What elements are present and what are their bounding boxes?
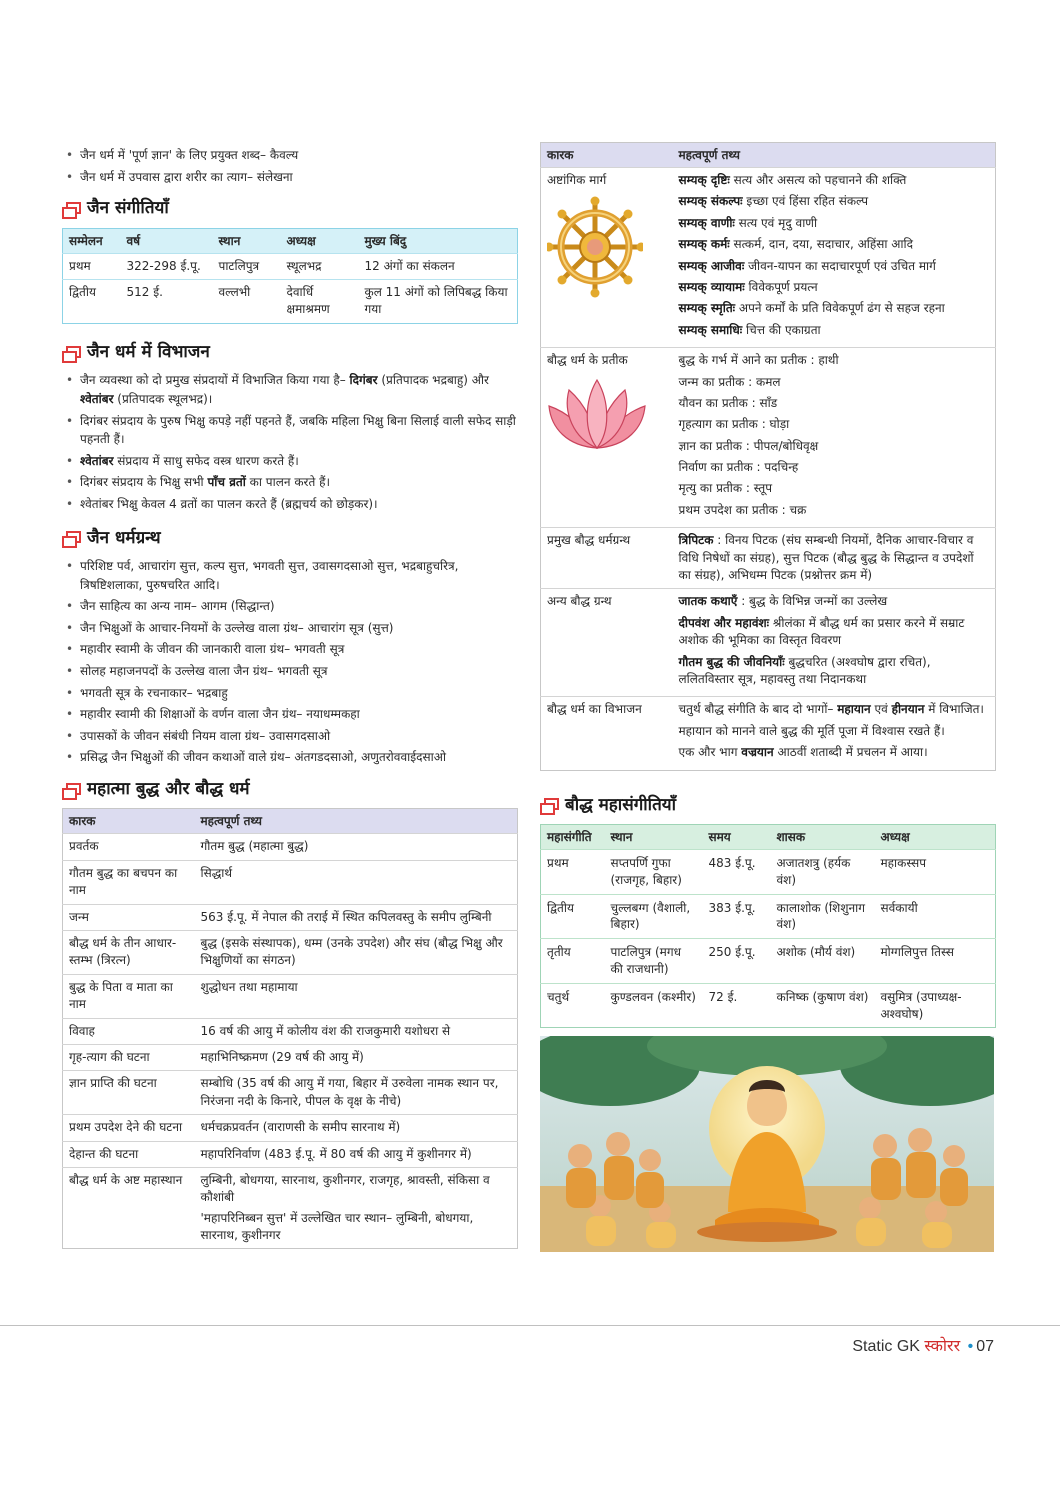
- table-cell: सप्तपर्णि गुफा (राजगृह, बिहार): [605, 850, 703, 895]
- table-cell: [673, 589, 996, 697]
- table-row: [63, 834, 518, 860]
- text: (प्रतिपादक स्थूलभद्र)।: [113, 391, 213, 406]
- table-row: [63, 1167, 518, 1249]
- table-row: [541, 939, 996, 984]
- text: (प्रतिपादक भद्रबाहु) और: [377, 373, 489, 388]
- bold-text: जातक कथाएँ: [678, 594, 738, 609]
- text: जीवन-यापन का सदाचारपूर्ण एवं उचित मार्ग: [744, 258, 936, 273]
- text: सत्कर्म, दान, दया, सदाचार, अहिंसा आदि: [729, 237, 913, 252]
- col-header: वर्ष: [126, 233, 141, 248]
- text: इच्छा एवं हिंसा रहित संकल्प: [742, 194, 869, 209]
- section-icon: [540, 798, 556, 812]
- page-number: 07: [976, 1338, 994, 1355]
- text: : बुद्ध के विभिन्न जन्मों का उल्लेख: [737, 594, 888, 609]
- table-cell: सिद्धार्थ: [195, 860, 518, 904]
- bold-text: सम्यक् समाधिः: [678, 322, 743, 337]
- table-cell: [541, 348, 673, 528]
- path-item: [679, 236, 990, 253]
- table-cell: ज्ञान प्राप्ति की घटना: [63, 1071, 195, 1115]
- bold-text: श्वेतांबर: [80, 391, 114, 406]
- list-item: • भगवती सूत्र के रचनाकार– भद्रबाहु: [62, 684, 518, 703]
- jain-scriptures-title: जैन धर्मग्रन्थ: [87, 527, 161, 548]
- bold-text: सम्यक् कर्मः: [678, 237, 730, 252]
- list-item: • प्रसिद्ध जैन भिक्षुओं की जीवन कथाओं वाले ग्रंथ– अंतगडदसाओ, अणुतरोववाईदसाओ: [62, 748, 518, 767]
- text-item: [679, 593, 990, 610]
- table-cell: धर्मचक्रप्रवर्तन (वाराणसी के समीप सारनाथ में): [195, 1115, 518, 1141]
- table-row: [541, 850, 996, 895]
- table-row: [63, 1071, 518, 1115]
- table-row: [541, 697, 996, 770]
- cell-text: लुम्बिनी, बोधगया, सारनाथ, कुशीनगर, राजगृह, श्रावस्ती, संकिसा व कौशांबी: [200, 1172, 490, 1205]
- text: आठवीं शताब्दी में प्रचलन में आया।: [773, 745, 928, 760]
- list-item: • महावीर स्वामी के जीवन की जानकारी वाला ग्रंथ– भगवती सूत्र: [62, 640, 518, 659]
- text: : विनय पिटक (संघ सम्बन्धी नियमों, दैनिक आचार-विचार व विधि निषेधों का संग्रह), सुत्त पिटक (बौद्ध बुद्ध के सिद्धान्त व उपदेशों का संग्रह), अभिधम्म पिटक (प्रश्नोत्तर क्रम में): [678, 533, 974, 583]
- page-footer: [852, 1335, 994, 1359]
- table-cell: वल्लभी: [213, 280, 281, 324]
- table-cell: गृह-त्याग की घटना: [63, 1044, 195, 1070]
- footer-divider: [0, 1325, 1060, 1326]
- table-cell: तृतीय: [541, 939, 605, 984]
- section-icon: [62, 346, 78, 360]
- table-cell: गौतम बुद्ध का बचपन का नाम: [63, 860, 195, 904]
- text: विवेकपूर्ण प्रयत्न: [744, 279, 818, 294]
- right-column: [540, 142, 996, 1252]
- table-cell: 16 वर्ष की आयु में कोलीय वंश की राजकुमारी यशोधरा से: [195, 1018, 518, 1044]
- lotus-icon: [547, 376, 647, 460]
- symbol-item: ज्ञान का प्रतीक : पीपल/बोधिवृक्ष: [678, 438, 819, 453]
- table-cell: [673, 168, 996, 348]
- symbol-item: निर्वाण का प्रतीक : पदचिन्ह: [678, 460, 799, 475]
- col-header: स्थान: [610, 830, 633, 845]
- buddhist-councils-table: [540, 824, 996, 1028]
- table-cell: पाटलिपुत्र (मगध की राजधानी): [605, 939, 703, 984]
- path-item: [679, 215, 990, 232]
- table-cell: शुद्धोधन तथा महामाया: [195, 974, 518, 1018]
- col-header: महत्वपूर्ण तथ्य: [200, 814, 263, 829]
- table-cell: प्रथम: [541, 850, 605, 895]
- list-item: • जैन भिक्षुओं के आचार-नियमों के उल्लेख वाला ग्रंथ– आचारांग सूत्र (सुत्त): [62, 619, 518, 638]
- table-cell: जन्म: [63, 904, 195, 930]
- bold-text: सम्यक् दृष्टिः: [678, 173, 730, 187]
- bold-text: सम्यक् स्मृतिः: [678, 301, 736, 316]
- text: में विभाजित।: [924, 702, 984, 717]
- intro-bullet-1: • जैन धर्म में 'पूर्ण ज्ञान' के लिए प्रयुक्त शब्द– कैवल्य: [62, 146, 518, 165]
- jain-scriptures-list: [62, 557, 518, 767]
- text: अपने कर्मों के प्रति विवेकपूर्ण ढंग से सहज रहना: [735, 301, 945, 316]
- list-item: • महावीर स्वामी की शिक्षाओं के वर्णन वाला जैन ग्रंथ– नयाधम्मकहा: [62, 705, 518, 724]
- table-row: [63, 1115, 518, 1141]
- col-header: अध्यक्ष: [880, 830, 910, 845]
- table-row: [63, 974, 518, 1018]
- buddhist-councils-heading: [540, 793, 996, 819]
- jain-division-list: [62, 371, 518, 513]
- col-header: कारक: [69, 814, 96, 829]
- table-cell: कुण्डलवन (कश्मीर): [605, 983, 703, 1028]
- table-cell: प्रथम उपदेश देने की घटना: [63, 1115, 195, 1141]
- table-cell: महाकस्सप: [875, 850, 996, 895]
- jain-councils-title: जैन संगीतियाँ: [87, 198, 169, 219]
- text: सत्य और असत्य को पहचानने की शक्ति: [729, 173, 907, 187]
- list-item: [62, 371, 518, 408]
- table-cell: प्रथम: [63, 253, 121, 279]
- table-cell: वसुमित्र (उपाध्यक्ष-अश्वघोष): [875, 983, 996, 1028]
- path-item: [679, 279, 990, 296]
- table-cell: बुद्ध के पिता व माता का नाम: [63, 974, 195, 1018]
- buddha-teaching-painting: [540, 1036, 994, 1252]
- table-cell: [195, 1167, 518, 1249]
- section-icon: [62, 202, 78, 216]
- jain-division-heading: [62, 340, 518, 366]
- text: एक और भाग: [678, 745, 742, 760]
- bold-text: दीपवंश और महावंशः: [678, 615, 770, 630]
- path-item: [679, 172, 990, 189]
- path-item: [679, 300, 990, 317]
- bullet-dot: •: [967, 1338, 974, 1355]
- text: बुद्धचरित (अश्वघोष द्वारा रचित), ललितविस्तार सूत्र, महावस्तु तथा निदानकथा: [678, 654, 931, 686]
- col-header: समय: [708, 830, 731, 845]
- text: श्रीलंका में बौद्ध धर्म का प्रसार करने में सम्राट अशोक की भूमिका का विस्तृत विवरण: [678, 615, 965, 648]
- path-item: [679, 193, 990, 210]
- table-cell: 250 ई.पू.: [703, 939, 771, 984]
- table-header-row: [63, 809, 518, 834]
- list-item: • जैन साहित्य का अन्य नाम– आगम (सिद्धान्त): [62, 597, 518, 616]
- jain-councils-heading: [62, 196, 518, 222]
- table-row: [63, 1018, 518, 1044]
- path-item: [679, 258, 990, 275]
- table-cell: बुद्ध (इसके संस्थापक), धम्म (उनके उपदेश) और संघ (बौद्ध भिक्षु और भिक्षुणियों का संगठन): [195, 931, 518, 975]
- table-cell: सर्वकायी: [875, 894, 996, 939]
- buddha-table: [62, 808, 518, 1249]
- table-cell: बौद्ध धर्म के अष्ट महास्थान: [63, 1167, 195, 1249]
- bold-text: त्रिपिटक: [678, 533, 714, 548]
- table-cell: विवाह: [63, 1018, 195, 1044]
- col-header: मुख्य बिंदु: [364, 233, 407, 248]
- table-row: [63, 931, 518, 975]
- division-text: महायान को मानने वाले बुद्ध की मूर्ति पूजा में विश्वास रखते हैं।: [678, 723, 945, 738]
- table-cell: महाभिनिष्क्रमण (29 वर्ष की आयु में): [195, 1044, 518, 1070]
- bold-text: श्वेतांबर: [80, 453, 114, 468]
- buddhism-facts-table: [540, 142, 996, 771]
- jain-division-title: जैन धर्म में विभाजन: [87, 341, 210, 362]
- table-row: [63, 280, 518, 324]
- row-label: बौद्ध धर्म के प्रतीक: [547, 353, 628, 368]
- text: संप्रदाय में साधु सफेद वस्त्र धारण करते हैं।: [113, 453, 299, 468]
- table-row: [541, 983, 996, 1028]
- text: जैन व्यवस्था को दो प्रमुख संप्रदायों में विभाजित किया गया है–: [80, 373, 350, 388]
- symbol-item: प्रथम उपदेश का प्रतीक : चक्र: [678, 502, 807, 517]
- bold-text: सम्यक् व्यायामः: [678, 279, 745, 294]
- table-row: [541, 589, 996, 697]
- table-cell: 322-298 ई.पू.: [121, 253, 213, 279]
- division-text: [679, 701, 990, 718]
- list-item: [62, 452, 518, 471]
- col-header: अध्यक्ष: [286, 233, 316, 248]
- bold-text: सम्यक् आजीवः: [678, 258, 745, 273]
- list-item: • श्वेतांबर भिक्षु केवल 4 व्रतों का पालन करते हैं (ब्रह्मचर्य को छोड़कर)।: [62, 495, 518, 514]
- table-cell: अशोक (मौर्य वंश): [771, 939, 875, 984]
- symbol-item: यौवन का प्रतीक : साँड: [678, 395, 778, 410]
- table-cell: चुल्लबग्ग (वैशाली, बिहार): [605, 894, 703, 939]
- bold-text: हीनयान: [891, 702, 925, 717]
- table-cell: चतुर्थ: [541, 983, 605, 1028]
- table-cell: देवार्धि क्षमाश्रमण: [281, 280, 359, 324]
- footer-brand-hindi: स्कोरर: [924, 1338, 961, 1355]
- section-icon: [62, 531, 78, 545]
- table-cell: स्थूलभद्र: [281, 253, 359, 279]
- text: सत्य एवं मृदु वाणी: [734, 215, 818, 230]
- text: चतुर्थ बौद्ध संगीति के बाद दो भागों–: [678, 702, 838, 717]
- table-row: [63, 253, 518, 279]
- col-header: स्थान: [218, 233, 241, 248]
- text: एवं: [870, 702, 892, 717]
- symbol-item: जन्म का प्रतीक : कमल: [678, 374, 781, 389]
- table-cell: पाटलिपुत्र: [213, 253, 281, 279]
- list-item: • उपासकों के जीवन संबंधी नियम वाला ग्रंथ– उवासगदसाओ: [62, 727, 518, 746]
- table-cell: [541, 168, 673, 348]
- bold-text: पाँच व्रतों: [207, 475, 246, 490]
- section-icon: [62, 783, 78, 797]
- table-cell: गौतम बुद्ध (महात्मा बुद्ध): [195, 834, 518, 860]
- buddhist-councils-title: बौद्ध महासंगीतियाँ: [565, 794, 677, 815]
- path-item: [679, 322, 990, 339]
- text-item: [679, 654, 990, 689]
- symbol-item: बुद्ध के गर्भ में आने का प्रतीक : हाथी: [678, 353, 839, 368]
- table-cell: मोग्गलिपुत्त तिस्स: [875, 939, 996, 984]
- table-cell: प्रवर्तक: [63, 834, 195, 860]
- table-row: [63, 1044, 518, 1070]
- jain-councils-table: [62, 228, 518, 324]
- col-header: कारक: [547, 148, 574, 162]
- list-item: • परिशिष्ट पर्व, आचारांग सुत्त, कल्प सुत्त, भगवती सुत्त, उवासगदसाओ सुत्त, भद्रबाहुचरित्र, त्रिषष्टिशलाका, पुरुषचरित आदि।: [62, 557, 518, 594]
- table-cell: बौद्ध धर्म का विभाजन: [541, 697, 673, 770]
- left-column: [62, 146, 518, 1249]
- bold-text: दिगंबर: [349, 373, 378, 388]
- table-header-row: [541, 825, 996, 850]
- dharma-wheel-icon: [547, 195, 643, 305]
- table-cell: बौद्ध धर्म के तीन आधार-स्तम्भ (त्रिरत्न): [63, 931, 195, 975]
- intro-bullets: [62, 146, 518, 186]
- text-item: [679, 615, 990, 650]
- bold-text: महायान: [837, 702, 871, 717]
- table-cell: 383 ई.पू.: [703, 894, 771, 939]
- table-header-row: [63, 228, 518, 253]
- jain-scriptures-heading: [62, 526, 518, 552]
- table-row: [63, 860, 518, 904]
- table-cell: द्वितीय: [63, 280, 121, 324]
- list-item: • सोलह महाजनपदों के उल्लेख वाला जैन ग्रंथ– भगवती सूत्र: [62, 662, 518, 681]
- cell-text: 'महापरिनिब्बन सुत्त' में उल्लेखित चार स्थान– लुम्बिनी, बोधगया, सारनाथ, कुशीनगर: [200, 1210, 474, 1243]
- text: चित्त की एकाग्रता: [742, 322, 821, 337]
- footer-brand: Static GK: [852, 1338, 920, 1355]
- col-header: शासक: [776, 830, 806, 845]
- bold-text: वज्रयान: [741, 745, 774, 760]
- table-cell: 72 ई.: [703, 983, 771, 1028]
- table-cell: [673, 697, 996, 770]
- table-row: [63, 904, 518, 930]
- table-row: [541, 348, 996, 528]
- table-row: [541, 528, 996, 589]
- symbol-item: मृत्यु का प्रतीक : स्तूप: [678, 481, 773, 496]
- table-cell: 512 ई.: [121, 280, 213, 324]
- table-cell: [673, 528, 996, 589]
- table-cell: 12 अंगों का संकलन: [359, 253, 518, 279]
- table-cell: कुल 11 अंगों को लिपिबद्ध किया गया: [359, 280, 518, 324]
- bold-text: सम्यक् वाणीः: [678, 215, 735, 230]
- list-item: [62, 473, 518, 492]
- col-header: महत्वपूर्ण तथ्य: [678, 148, 741, 162]
- table-cell: अन्य बौद्ध ग्रन्थ: [541, 589, 673, 697]
- table-row: [541, 168, 996, 348]
- table-cell: द्वितीय: [541, 894, 605, 939]
- table-cell: कनिष्क (कुषाण वंश): [771, 983, 875, 1028]
- table-cell: 483 ई.पू.: [703, 850, 771, 895]
- table-cell: कालाशोक (शिशुनाग वंश): [771, 894, 875, 939]
- table-cell: प्रमुख बौद्ध धर्मग्रन्थ: [541, 528, 673, 589]
- col-header: महासंगीति: [547, 830, 592, 845]
- buddha-heading: [62, 777, 518, 803]
- table-cell: [673, 348, 996, 528]
- row-label: अष्टांगिक मार्ग: [547, 173, 607, 187]
- table-cell: 563 ई.पू. में नेपाल की तराई में स्थित कपिलवस्तु के समीप लुम्बिनी: [195, 904, 518, 930]
- buddha-title: महात्मा बुद्ध और बौद्ध धर्म: [87, 778, 250, 799]
- table-row: [541, 894, 996, 939]
- table-cell: महापरिनिर्वाण (483 ई.पू. में 80 वर्ष की आयु में कुशीनगर में): [195, 1141, 518, 1167]
- text: दिगंबर संप्रदाय के भिक्षु सभी: [80, 475, 208, 490]
- list-item: • दिगंबर संप्रदाय के पुरुष भिक्षु कपड़े नहीं पहनते हैं, जबकि महिला भिक्षु बिना सिलाई वाली सफेद साड़ी पहनती हैं।: [62, 412, 518, 449]
- text: का पालन करते हैं।: [245, 475, 331, 490]
- col-header: सम्मेलन: [69, 233, 103, 248]
- table-cell: अजातशत्रु (हर्यक वंश): [771, 850, 875, 895]
- division-text: [679, 744, 990, 761]
- bold-text: सम्यक् संकल्पः: [678, 194, 743, 209]
- table-header-row: [541, 143, 996, 168]
- bold-text: गौतम बुद्ध की जीवनियाँः: [678, 654, 785, 669]
- symbol-item: गृहत्याग का प्रतीक : घोड़ा: [678, 417, 790, 432]
- table-cell: देहान्त की घटना: [63, 1141, 195, 1167]
- intro-bullet-2: • जैन धर्म में उपवास द्वारा शरीर का त्याग– संलेखना: [62, 168, 518, 187]
- table-row: [63, 1141, 518, 1167]
- table-cell: सम्बोधि (35 वर्ष की आयु में गया, बिहार में उरुवेला नामक स्थान पर, निरंजना नदी के किनारे, पीपल के वृक्ष के नीचे): [195, 1071, 518, 1115]
